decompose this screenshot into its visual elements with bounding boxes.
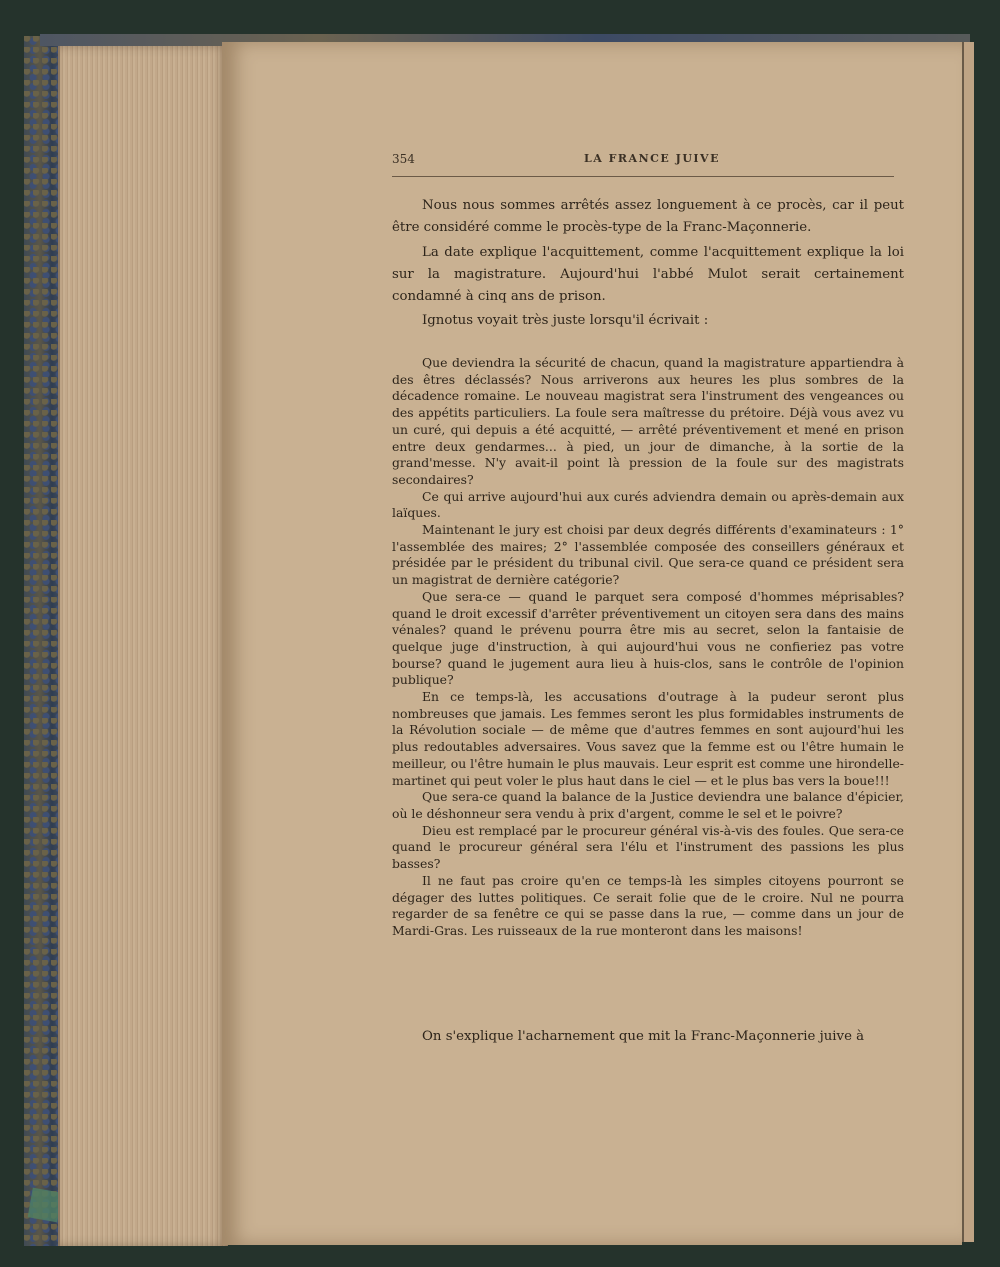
quote-paragraph: Maintenant le jury est choisi par deux degrés différents d'examinateurs : 1° l'assemblée des maires; 2° l'assemblée composée des conseillers généraux et présidée par le président du tribunal civil. Que sera-ce quand ce président sera un magistrat de dernière catégorie?	[392, 522, 904, 588]
closing-text	[392, 1026, 904, 1048]
intro-text	[392, 195, 904, 335]
quote-paragraph: Que sera-ce quand la balance de la Justice deviendra une balance d'épicier, où le déshonneur sera vendu à prix d'argent, comme le sel et le poivre?	[392, 789, 904, 821]
paragraph: Nous nous sommes arrêtés assez longuement à ce procès, car il peut être considéré comme le procès-type de la Franc-Maçonnerie.	[392, 198, 904, 236]
quote-paragraph: Il ne faut pas croire qu'en ce temps-là les simples citoyens pourront se dégager des luttes politiques. Ce serait folie que de le croire. Nul ne pourra regarder de sa fenêtre ce qui se passe dans la rue, — comme dans un jour de Mardi-Gras. Les ruisseaux de la rue monteront dans les maisons!	[392, 872, 904, 938]
block-quote	[392, 355, 904, 940]
facing-page-edge	[962, 42, 974, 1242]
quote-paragraph: Que deviendra la sécurité de chacun, quand la magistrature appartiendra à des êtres déclassés? Nous arriverons aux heures les plus sombres de la décadence romaine. Le nouveau magistrat sera l'instrument des vengeances ou des appétits particuliers. La foule sera maîtresse du prétoire. Déjà vous avez vu un curé, qui depuis a été acquitté, — arrêté préventivement et mené en prison entre deux gendarmes... à pied, un jour de dimanche, à la sortie de la grand'messe. N'y avait-il point là pression de la foule sur des magistrats secondaires?	[392, 355, 904, 487]
running-header	[392, 152, 892, 174]
header-rule	[392, 176, 894, 177]
quote-paragraph: Dieu est remplacé par le procureur général vis-à-vis des foules. Que sera-ce quand le procureur général sera l'élu et l'instrument des passions les plus basses?	[392, 822, 904, 872]
running-title: LA FRANCE JUIVE	[584, 152, 720, 165]
paragraph: On s'explique l'acharnement que mit la Franc-Maçonnerie juive à	[422, 1029, 865, 1044]
quote-paragraph: En ce temps-là, les accusations d'outrage à la pudeur seront plus nombreuses que jamais. Les femmes seront les plus formidables instruments de la Révolution sociale — de même que d'autres femmes en sont aujourd'hui les plus redoutables adversaires. Vous savez que la femme est ou l'être humain le meilleur, ou l'être humain le plus mauvais. Leur esprit est comme une hirondelle-martinet qui peut voler le plus haut dans le ciel — et le plus bas vers la boue!!!	[392, 689, 904, 788]
paragraph: Ignotus voyait très juste lorsqu'il écrivait :	[422, 313, 709, 329]
paragraph: La date explique l'acquittement, comme l'acquittement explique la loi sur la magistrature. Aujourd'hui l'abbé Mulot serait certainement condamné à cinq ans de prison.	[392, 244, 904, 305]
quote-paragraph: Que sera-ce — quand le parquet sera composé d'hommes méprisables? quand le droit excessif d'arrêter préventivement un citoyen sera dans des mains vénales? quand le prévenu pourra être mis au secret, selon la fantaisie de quelque juge d'instruction, à qui aujourd'hui vous ne confieriez pas votre bourse? quand le jugement aura lieu à huis-clos, sans le contrôle de l'opinion publique?	[392, 588, 904, 688]
page-number: 354	[392, 152, 415, 166]
page-edges-stack	[58, 46, 228, 1246]
quote-paragraph: Ce qui arrive aujourd'hui aux curés adviendra demain ou après-demain aux laïques.	[392, 488, 904, 521]
